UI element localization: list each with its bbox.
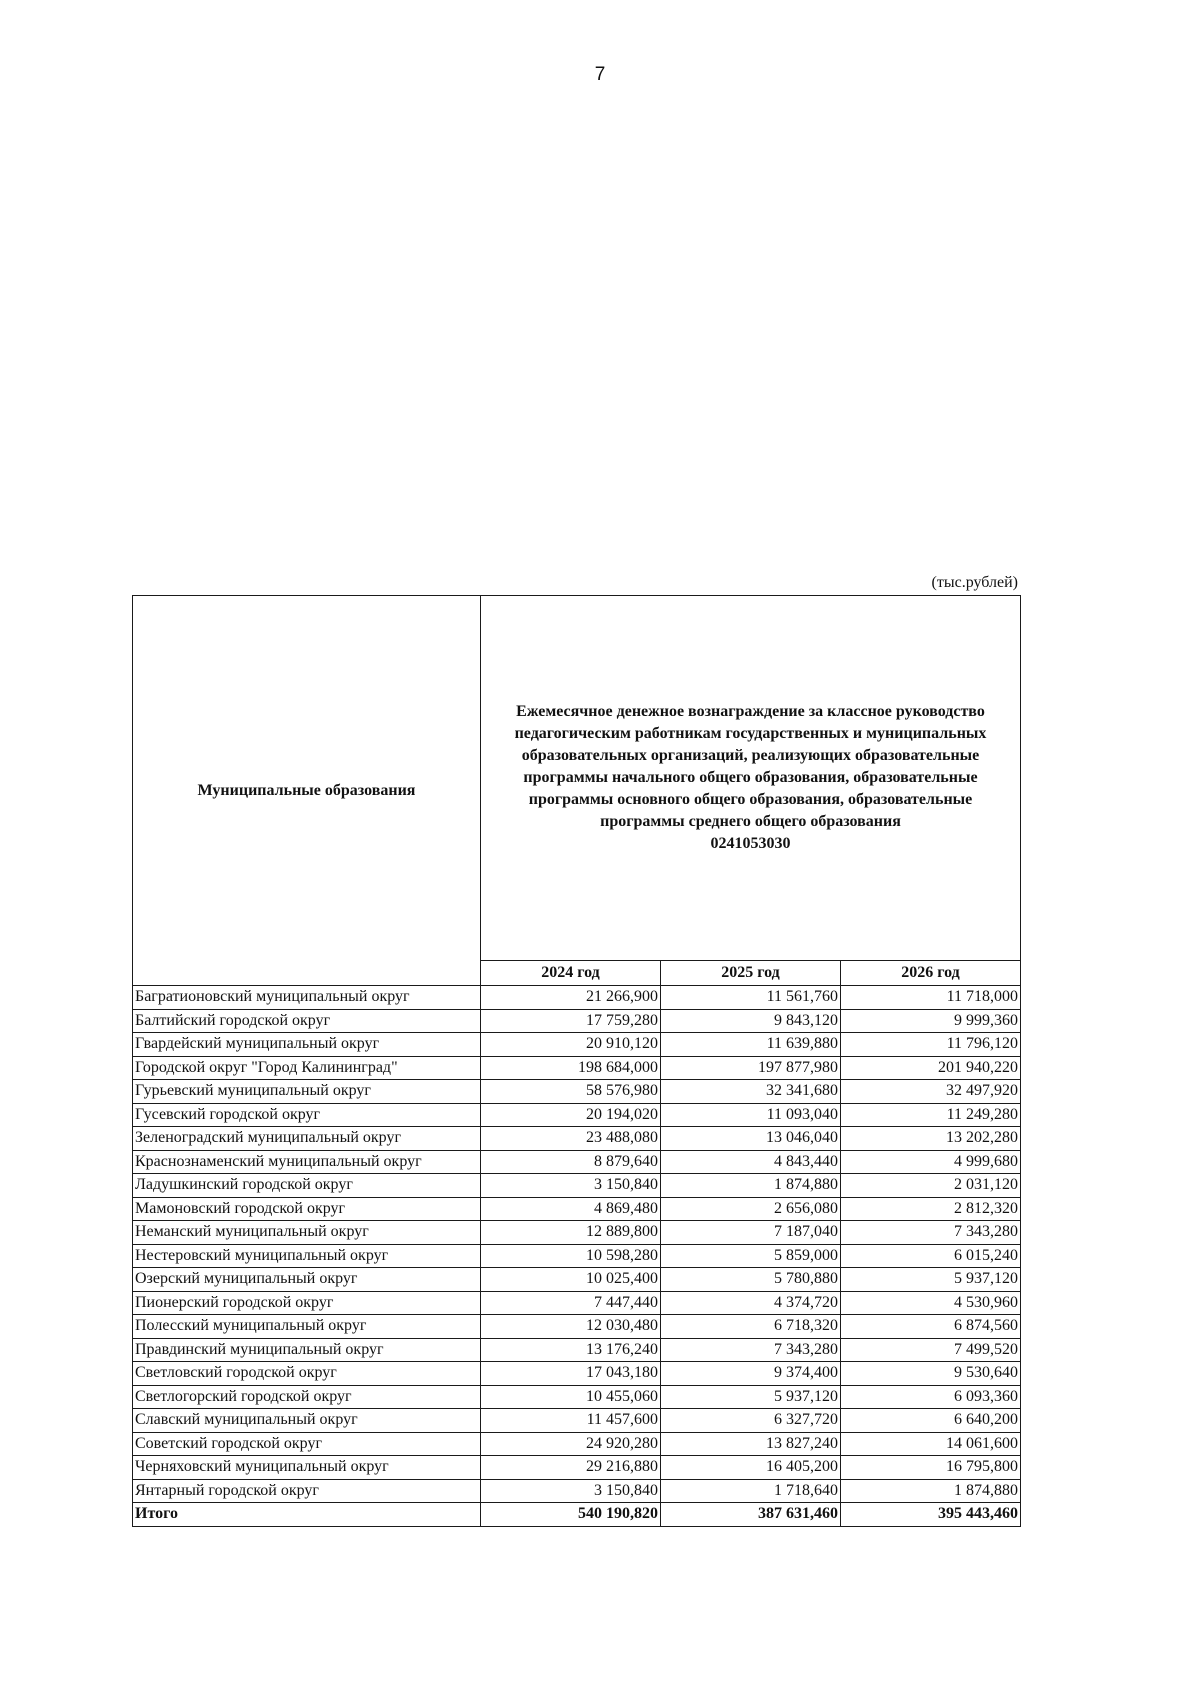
value-2026-cell: 7 499,520 [841, 1338, 1021, 1362]
value-2025-cell: 6 327,720 [661, 1409, 841, 1433]
value-2025-cell: 5 859,000 [661, 1244, 841, 1268]
table-row [133, 1456, 1021, 1480]
table-row [133, 1197, 1021, 1221]
total-label-cell: Итого [133, 1503, 481, 1527]
municipality-name-cell: Мамоновский городской округ [133, 1197, 481, 1221]
value-2025-cell: 2 656,080 [661, 1197, 841, 1221]
table-row [133, 1080, 1021, 1104]
municipality-name-cell: Правдинский муниципальный округ [133, 1338, 481, 1362]
value-2024-cell: 10 598,280 [481, 1244, 661, 1268]
value-2026-cell: 6 640,200 [841, 1409, 1021, 1433]
table-row [133, 1221, 1021, 1245]
table-header-row [133, 596, 1021, 961]
value-2024-cell: 4 869,480 [481, 1197, 661, 1221]
value-2024-cell: 3 150,840 [481, 1479, 661, 1503]
value-2026-cell: 9 999,360 [841, 1009, 1021, 1033]
table-container [132, 595, 1020, 1527]
value-2026-cell: 6 093,360 [841, 1385, 1021, 1409]
value-2026-cell: 1 874,880 [841, 1479, 1021, 1503]
value-2026-cell: 14 061,600 [841, 1432, 1021, 1456]
value-2024-cell: 20 910,120 [481, 1033, 661, 1057]
value-2025-cell: 1 718,640 [661, 1479, 841, 1503]
value-2024-cell: 12 030,480 [481, 1315, 661, 1339]
value-2025-cell: 197 877,980 [661, 1056, 841, 1080]
table-row [133, 1315, 1021, 1339]
table-row [133, 1291, 1021, 1315]
value-2026-cell: 2 812,320 [841, 1197, 1021, 1221]
value-2025-cell: 11 639,880 [661, 1033, 841, 1057]
table-row [133, 1150, 1021, 1174]
value-2024-cell: 23 488,080 [481, 1127, 661, 1151]
value-2026-cell: 13 202,280 [841, 1127, 1021, 1151]
header-indicator-text: Ежемесячное денежное вознаграждение за классное руководство педагогическим работникам государственных и муниципальных образовательных организаций, реализующих образовательные программы начального общего образования, образовательные программы основного общего образования, образовательные программы среднего общего образования [514, 703, 987, 830]
value-2026-cell: 6 874,560 [841, 1315, 1021, 1339]
table-row [133, 1009, 1021, 1033]
value-2026-cell: 5 937,120 [841, 1268, 1021, 1292]
value-2025-cell: 1 874,880 [661, 1174, 841, 1198]
value-2025-cell: 7 187,040 [661, 1221, 841, 1245]
value-2024-cell: 13 176,240 [481, 1338, 661, 1362]
value-2026-cell: 4 530,960 [841, 1291, 1021, 1315]
total-row [133, 1503, 1021, 1527]
value-2025-cell: 9 374,400 [661, 1362, 841, 1386]
municipality-name-cell: Советский городской округ [133, 1432, 481, 1456]
municipality-name-cell: Гвардейский муниципальный округ [133, 1033, 481, 1057]
value-2024-cell: 3 150,840 [481, 1174, 661, 1198]
value-2024-cell: 10 025,400 [481, 1268, 661, 1292]
table-row [133, 1103, 1021, 1127]
value-2026-cell: 11 249,280 [841, 1103, 1021, 1127]
value-2026-cell: 16 795,800 [841, 1456, 1021, 1480]
value-2026-cell: 7 343,280 [841, 1221, 1021, 1245]
value-2024-cell: 17 759,280 [481, 1009, 661, 1033]
total-2025-cell: 387 631,460 [661, 1503, 841, 1527]
value-2024-cell: 12 889,800 [481, 1221, 661, 1245]
header-municipalities: Муниципальные образования [133, 596, 481, 986]
value-2025-cell: 16 405,200 [661, 1456, 841, 1480]
value-2024-cell: 7 447,440 [481, 1291, 661, 1315]
value-2025-cell: 5 937,120 [661, 1385, 841, 1409]
municipality-name-cell: Светлогорский городской округ [133, 1385, 481, 1409]
municipality-name-cell: Неманский муниципальный округ [133, 1221, 481, 1245]
municipality-name-cell: Гусевский городской округ [133, 1103, 481, 1127]
header-year-2024: 2024 год [481, 961, 661, 986]
value-2024-cell: 10 455,060 [481, 1385, 661, 1409]
value-2026-cell: 2 031,120 [841, 1174, 1021, 1198]
budget-table [132, 595, 1021, 1527]
units-label: (тыс.рублей) [931, 574, 1018, 591]
value-2024-cell: 17 043,180 [481, 1362, 661, 1386]
value-2026-cell: 11 796,120 [841, 1033, 1021, 1057]
municipality-name-cell: Нестеровский муниципальный округ [133, 1244, 481, 1268]
value-2025-cell: 13 827,240 [661, 1432, 841, 1456]
total-2026-cell: 395 443,460 [841, 1503, 1021, 1527]
municipality-name-cell: Гурьевский муниципальный округ [133, 1080, 481, 1104]
value-2025-cell: 5 780,880 [661, 1268, 841, 1292]
value-2024-cell: 29 216,880 [481, 1456, 661, 1480]
value-2026-cell: 9 530,640 [841, 1362, 1021, 1386]
table-row [133, 1409, 1021, 1433]
municipality-name-cell: Краснознаменский муниципальный округ [133, 1150, 481, 1174]
table-row [133, 1362, 1021, 1386]
header-indicator-code: 0241053030 [710, 835, 791, 852]
value-2024-cell: 24 920,280 [481, 1432, 661, 1456]
municipality-name-cell: Городской округ "Город Калининград" [133, 1056, 481, 1080]
header-indicator [481, 596, 1021, 961]
municipality-name-cell: Янтарный городской округ [133, 1479, 481, 1503]
value-2026-cell: 201 940,220 [841, 1056, 1021, 1080]
table-row [133, 1479, 1021, 1503]
table-row [133, 1268, 1021, 1292]
table-row [133, 986, 1021, 1010]
municipality-name-cell: Пионерский городской округ [133, 1291, 481, 1315]
value-2026-cell: 11 718,000 [841, 986, 1021, 1010]
value-2024-cell: 11 457,600 [481, 1409, 661, 1433]
value-2024-cell: 20 194,020 [481, 1103, 661, 1127]
municipality-name-cell: Полесский муниципальный округ [133, 1315, 481, 1339]
header-year-2025: 2025 год [661, 961, 841, 986]
value-2025-cell: 7 343,280 [661, 1338, 841, 1362]
value-2024-cell: 8 879,640 [481, 1150, 661, 1174]
value-2025-cell: 9 843,120 [661, 1009, 841, 1033]
municipality-name-cell: Багратионовский муниципальный округ [133, 986, 481, 1010]
table-row [133, 1056, 1021, 1080]
table-row [133, 1432, 1021, 1456]
table-row [133, 1338, 1021, 1362]
value-2026-cell: 32 497,920 [841, 1080, 1021, 1104]
table-body [133, 986, 1021, 1527]
municipality-name-cell: Балтийский городской округ [133, 1009, 481, 1033]
value-2025-cell: 32 341,680 [661, 1080, 841, 1104]
value-2026-cell: 6 015,240 [841, 1244, 1021, 1268]
value-2025-cell: 4 374,720 [661, 1291, 841, 1315]
table-row [133, 1385, 1021, 1409]
header-year-2026: 2026 год [841, 961, 1021, 986]
value-2025-cell: 13 046,040 [661, 1127, 841, 1151]
table-row [133, 1033, 1021, 1057]
value-2024-cell: 21 266,900 [481, 986, 661, 1010]
municipality-name-cell: Славский муниципальный округ [133, 1409, 481, 1433]
value-2024-cell: 198 684,000 [481, 1056, 661, 1080]
value-2024-cell: 58 576,980 [481, 1080, 661, 1104]
municipality-name-cell: Светловский городской округ [133, 1362, 481, 1386]
value-2025-cell: 4 843,440 [661, 1150, 841, 1174]
municipality-name-cell: Зеленоградский муниципальный округ [133, 1127, 481, 1151]
total-2024-cell: 540 190,820 [481, 1503, 661, 1527]
value-2026-cell: 4 999,680 [841, 1150, 1021, 1174]
value-2025-cell: 6 718,320 [661, 1315, 841, 1339]
value-2025-cell: 11 561,760 [661, 986, 841, 1010]
page-number: 7 [594, 64, 606, 85]
municipality-name-cell: Черняховский муниципальный округ [133, 1456, 481, 1480]
municipality-name-cell: Озерский муниципальный округ [133, 1268, 481, 1292]
value-2025-cell: 11 093,040 [661, 1103, 841, 1127]
table-row [133, 1174, 1021, 1198]
table-row [133, 1244, 1021, 1268]
table-row [133, 1127, 1021, 1151]
municipality-name-cell: Ладушкинский городской округ [133, 1174, 481, 1198]
